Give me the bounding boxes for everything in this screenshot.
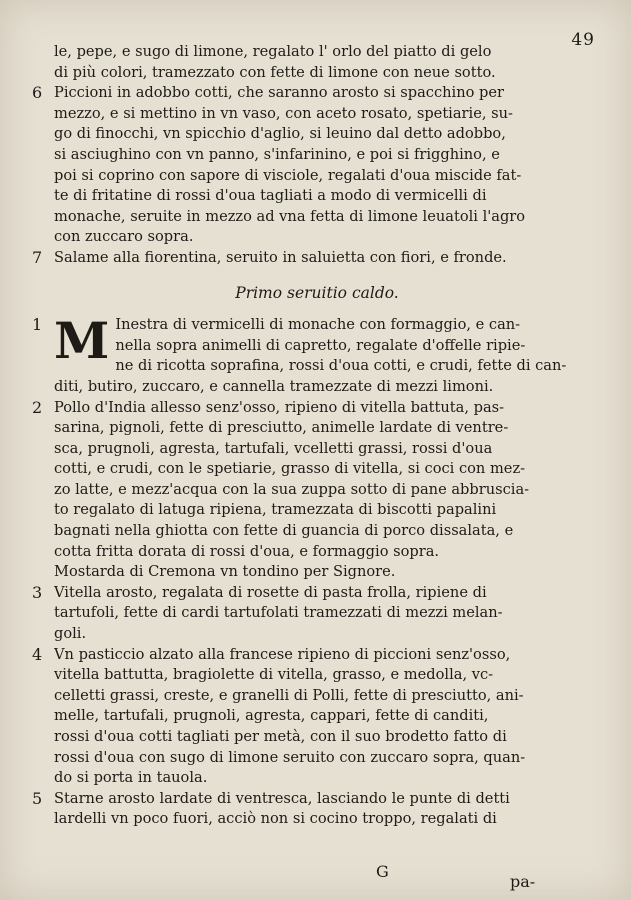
section-heading: Primo seruitio caldo. (235, 283, 399, 302)
text-line: goli. (54, 625, 87, 643)
recipe-entry-7 (32, 248, 602, 269)
catchword: pa- (510, 872, 536, 891)
text-line: sca, prugnoli, agresta, tartufali, vcelletti grassi, rossi d'oua (54, 439, 493, 457)
entry-body (54, 398, 602, 583)
text-line: monache, seruite in mezzo ad vna fetta di limone leuatoli l'agro (54, 207, 526, 225)
entry-number: 4 (32, 644, 43, 664)
text-line: di più colori, tramezzato con fette di limone con neue sotto. (54, 63, 496, 81)
entry-body (54, 248, 602, 269)
text-line: poi si coprino con sapore di visciole, regalati d'oua miscide fat- (54, 166, 522, 184)
text-line: cotti, e crudi, con le spetiarie, grasso di vitella, si coci con mez- (54, 460, 526, 478)
text-line: nella sopra animelli di capretto, regalate d'offelle ripie- (115, 336, 526, 354)
text-line: si asciughino con vn panno, s'infarinino, e poi si frigghino, e (54, 145, 500, 163)
text-line: Inestra di vermicelli di monache con formaggio, e can- (115, 316, 521, 334)
entry-body (54, 789, 602, 830)
continued-paragraph (32, 42, 602, 83)
recipe-entry-2 (32, 398, 602, 583)
drop-cap: M (54, 311, 110, 371)
text-line: Mostarda di Cremona vn tondino per Signore. (54, 563, 396, 581)
text-line: con zuccaro sopra. (54, 228, 194, 246)
text-line: rossi d'oua cotti tagliati per metà, con il suo brodetto fatto di (54, 728, 507, 745)
page-footer (0, 862, 631, 892)
text-line: Starne arosto lardate di ventresca, lasciando le punte di detti (54, 789, 510, 807)
text-line: Vitella arosto, regalata di rosette di pasta frolla, ripiene di (54, 583, 487, 601)
entry-number: 2 (32, 397, 43, 417)
recipe-entry-6 (32, 83, 602, 248)
recipe-entry-5 (32, 789, 602, 830)
page-text (32, 42, 602, 830)
recipe-entry-4 (32, 645, 602, 789)
text-line: bagnati nella ghiotta con fette di guancia di porco dissalata, e (54, 522, 514, 540)
recipe-entry-1 (32, 311, 602, 397)
text-line: go di finocchi, vn spicchio d'aglio, si leuino dal detto adobbo, (54, 125, 506, 143)
text-line: zo latte, e mezz'acqua con la sua zuppa sotto di pane abbruscia- (54, 480, 530, 498)
entry-body (54, 583, 602, 645)
entry-body (54, 83, 602, 248)
text-line: diti, butiro, zuccaro, e cannella tramezzate di mezzi limoni. (54, 377, 494, 395)
entry-number: 7 (32, 247, 43, 267)
text-line: lardelli vn poco fuori, acciò non si cocino troppo, regalati di (54, 810, 497, 828)
page-number: 49 (571, 30, 595, 50)
entry-body (54, 311, 602, 397)
entry-number: 3 (32, 582, 43, 602)
text-line: Piccioni in adobbo cotti, che saranno arosto si spacchino per (54, 84, 504, 102)
text-line: rossi d'oua con sugo di limone seruito con zuccaro sopra, quan- (54, 748, 526, 766)
text-line: te di fritatine di rossi d'oua tagliati a modo di vermicelli di (54, 187, 487, 205)
text-line: melle, tartufali, prugnoli, agresta, cappari, fette di canditi, (54, 707, 489, 725)
text-line: Vn pasticcio alzato alla francese ripieno di piccioni senz'osso, (54, 645, 511, 663)
text-line: celletti grassi, creste, e granelli di Polli, fette di presciutto, ani- (54, 686, 524, 704)
text-line: mezzo, e si mettino in vn vaso, con aceto rosato, spetiarie, su- (54, 104, 513, 122)
text-line: Salame alla fiorentina, seruito in saluietta con fiori, e fronde. (54, 248, 507, 266)
text-line: cotta fritta dorata di rossi d'oua, e formaggio sopra. (54, 542, 440, 560)
text-line: sarina, pignoli, fette di presciutto, animelle lardate di ventre- (54, 419, 509, 437)
entry-number: 1 (32, 315, 43, 335)
entry-number: 5 (32, 788, 43, 808)
text-line: ne di ricotta soprafina, rossi d'oua cotti, e crudi, fette di can- (115, 357, 567, 375)
text-line: to regalato di latuga ripiena, tramezzata di biscotti papalini (54, 501, 497, 519)
text-line: vitella battutta, bragiolette di vitella, grasso, e medolla, vc- (54, 666, 494, 684)
text-line: tartufoli, fette di cardi tartufolati tramezzati di mezzi melan- (54, 604, 503, 622)
signature-mark: G (376, 862, 389, 881)
text-line: do si porta in tauola. (54, 769, 208, 787)
entry-body (54, 645, 602, 789)
text-line: Pollo d'India allesso senz'osso, ripieno di vitella battuta, pas- (54, 398, 505, 416)
entry-number: 6 (32, 83, 43, 103)
recipe-entry-3 (32, 583, 602, 645)
text-line: le, pepe, e sugo di limone, regalato l' orlo del piatto di gelo (54, 43, 492, 60)
